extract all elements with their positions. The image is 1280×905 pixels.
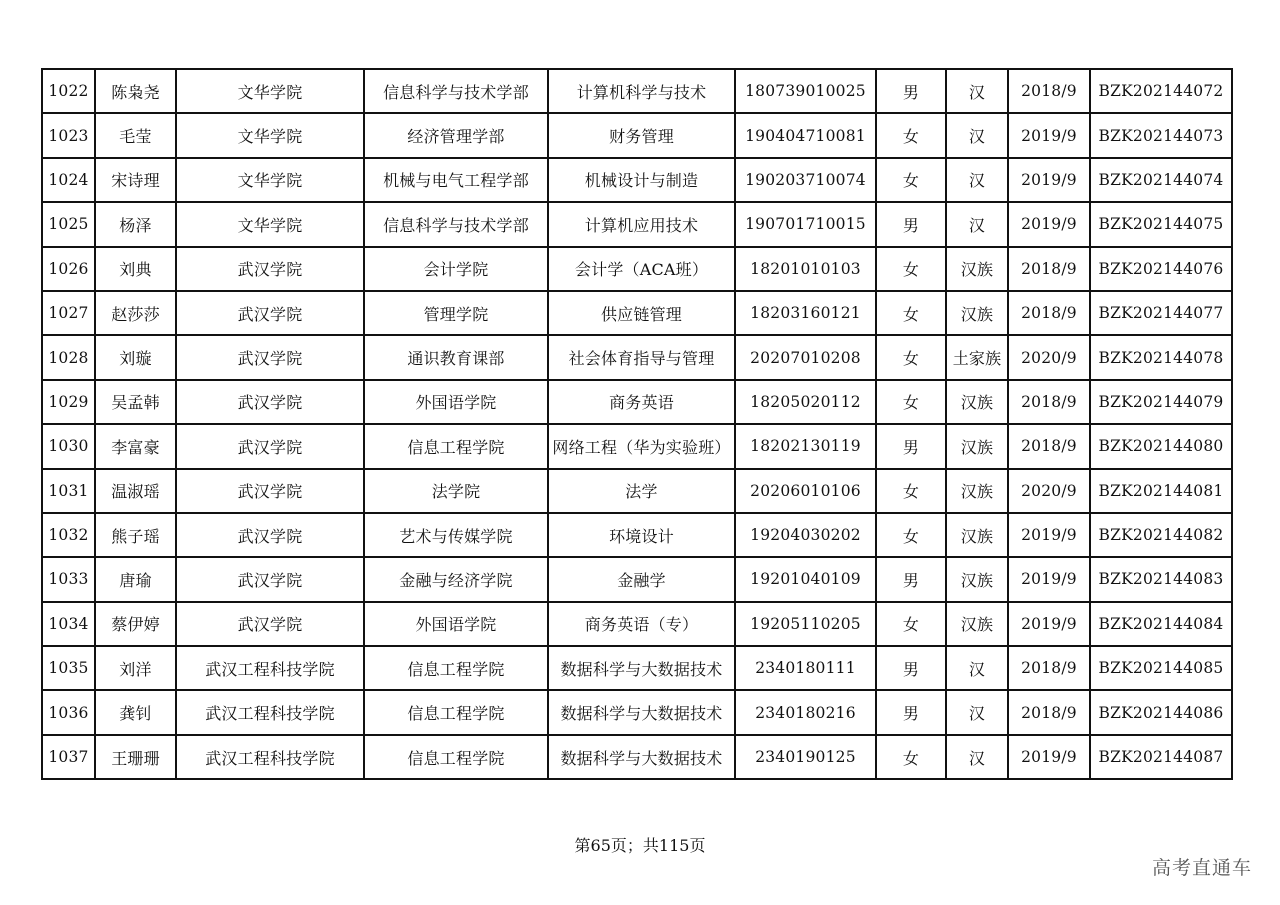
cell-school: 武汉工程科技学院 [176, 690, 364, 734]
watermark-text: 高考直通车 [1151, 857, 1252, 879]
cell-certificate-number: BZK202144085 [1090, 646, 1232, 690]
cell-major: 商务英语（专） [548, 602, 735, 646]
student-roster-table [41, 68, 1233, 780]
cell-row-number: 1037 [42, 735, 95, 779]
cell-enrollment-date: 2018/9 [1008, 247, 1090, 291]
cell-gender: 男 [876, 69, 946, 113]
cell-student-id: 2340190125 [735, 735, 876, 779]
cell-major: 数据科学与大数据技术 [548, 646, 735, 690]
cell-student-id: 20207010208 [735, 335, 876, 379]
cell-department: 信息科学与技术学部 [364, 69, 548, 113]
cell-certificate-number: BZK202144078 [1090, 335, 1232, 379]
cell-enrollment-date: 2020/9 [1008, 469, 1090, 513]
cell-student-name: 赵莎莎 [95, 291, 176, 335]
cell-department: 会计学院 [364, 247, 548, 291]
cell-ethnicity: 汉 [946, 690, 1008, 734]
cell-gender: 男 [876, 646, 946, 690]
cell-student-id: 19204030202 [735, 513, 876, 557]
cell-major: 法学 [548, 469, 735, 513]
cell-department: 信息工程学院 [364, 424, 548, 468]
cell-student-id: 18201010103 [735, 247, 876, 291]
cell-certificate-number: BZK202144072 [1090, 69, 1232, 113]
cell-major: 金融学 [548, 557, 735, 601]
cell-row-number: 1022 [42, 69, 95, 113]
cell-student-name: 刘洋 [95, 646, 176, 690]
cell-school: 文华学院 [176, 113, 364, 157]
cell-department: 艺术与传媒学院 [364, 513, 548, 557]
cell-certificate-number: BZK202144073 [1090, 113, 1232, 157]
cell-certificate-number: BZK202144077 [1090, 291, 1232, 335]
cell-enrollment-date: 2018/9 [1008, 380, 1090, 424]
cell-major: 网络工程（华为实验班） [548, 424, 735, 468]
cell-student-name: 陈枭尧 [95, 69, 176, 113]
cell-gender: 女 [876, 380, 946, 424]
cell-certificate-number: BZK202144084 [1090, 602, 1232, 646]
cell-certificate-number: BZK202144082 [1090, 513, 1232, 557]
cell-department: 法学院 [364, 469, 548, 513]
table-row [42, 335, 1232, 379]
cell-gender: 女 [876, 602, 946, 646]
cell-student-id: 18203160121 [735, 291, 876, 335]
table-row [42, 646, 1232, 690]
cell-enrollment-date: 2019/9 [1008, 202, 1090, 246]
cell-department: 管理学院 [364, 291, 548, 335]
cell-student-name: 刘璇 [95, 335, 176, 379]
cell-row-number: 1029 [42, 380, 95, 424]
cell-student-name: 王珊珊 [95, 735, 176, 779]
cell-department: 通识教育课部 [364, 335, 548, 379]
cell-ethnicity: 汉 [946, 158, 1008, 202]
cell-school: 文华学院 [176, 202, 364, 246]
cell-gender: 女 [876, 735, 946, 779]
cell-enrollment-date: 2019/9 [1008, 513, 1090, 557]
cell-row-number: 1026 [42, 247, 95, 291]
table-body [42, 69, 1232, 779]
table-row [42, 557, 1232, 601]
cell-certificate-number: BZK202144086 [1090, 690, 1232, 734]
cell-department: 外国语学院 [364, 602, 548, 646]
cell-school: 武汉工程科技学院 [176, 646, 364, 690]
cell-department: 信息工程学院 [364, 735, 548, 779]
cell-ethnicity: 汉族 [946, 291, 1008, 335]
cell-department: 信息工程学院 [364, 646, 548, 690]
cell-ethnicity: 土家族 [946, 335, 1008, 379]
cell-major: 社会体育指导与管理 [548, 335, 735, 379]
table-row [42, 735, 1232, 779]
cell-student-id: 19201040109 [735, 557, 876, 601]
table-row [42, 513, 1232, 557]
cell-major: 数据科学与大数据技术 [548, 690, 735, 734]
table-row [42, 602, 1232, 646]
cell-school: 文华学院 [176, 158, 364, 202]
cell-gender: 男 [876, 557, 946, 601]
cell-school: 武汉学院 [176, 380, 364, 424]
cell-ethnicity: 汉 [946, 202, 1008, 246]
cell-certificate-number: BZK202144079 [1090, 380, 1232, 424]
cell-gender: 男 [876, 690, 946, 734]
cell-row-number: 1031 [42, 469, 95, 513]
cell-school: 武汉学院 [176, 602, 364, 646]
cell-certificate-number: BZK202144083 [1090, 557, 1232, 601]
cell-enrollment-date: 2020/9 [1008, 335, 1090, 379]
cell-student-name: 吴孟韩 [95, 380, 176, 424]
cell-major: 计算机应用技术 [548, 202, 735, 246]
page-number: 第65页；共115页 [574, 836, 706, 855]
cell-student-id: 2340180216 [735, 690, 876, 734]
cell-certificate-number: BZK202144087 [1090, 735, 1232, 779]
table-row [42, 291, 1232, 335]
cell-student-id: 2340180111 [735, 646, 876, 690]
cell-gender: 女 [876, 158, 946, 202]
cell-certificate-number: BZK202144074 [1090, 158, 1232, 202]
cell-department: 信息工程学院 [364, 690, 548, 734]
cell-major: 供应链管理 [548, 291, 735, 335]
cell-ethnicity: 汉 [946, 69, 1008, 113]
cell-enrollment-date: 2019/9 [1008, 158, 1090, 202]
cell-row-number: 1033 [42, 557, 95, 601]
cell-row-number: 1028 [42, 335, 95, 379]
table-row [42, 202, 1232, 246]
cell-gender: 男 [876, 202, 946, 246]
cell-row-number: 1036 [42, 690, 95, 734]
cell-ethnicity: 汉族 [946, 424, 1008, 468]
cell-department: 经济管理学部 [364, 113, 548, 157]
cell-enrollment-date: 2018/9 [1008, 646, 1090, 690]
cell-gender: 女 [876, 113, 946, 157]
cell-enrollment-date: 2018/9 [1008, 690, 1090, 734]
cell-row-number: 1032 [42, 513, 95, 557]
cell-ethnicity: 汉 [946, 113, 1008, 157]
cell-student-name: 唐瑜 [95, 557, 176, 601]
cell-school: 文华学院 [176, 69, 364, 113]
cell-ethnicity: 汉族 [946, 513, 1008, 557]
cell-student-id: 19205110205 [735, 602, 876, 646]
cell-row-number: 1024 [42, 158, 95, 202]
cell-ethnicity: 汉族 [946, 469, 1008, 513]
cell-gender: 男 [876, 424, 946, 468]
cell-school: 武汉学院 [176, 335, 364, 379]
cell-gender: 女 [876, 291, 946, 335]
cell-student-id: 190701710015 [735, 202, 876, 246]
cell-certificate-number: BZK202144080 [1090, 424, 1232, 468]
cell-student-name: 毛莹 [95, 113, 176, 157]
cell-student-id: 190404710081 [735, 113, 876, 157]
cell-student-id: 18202130119 [735, 424, 876, 468]
cell-gender: 女 [876, 335, 946, 379]
cell-student-name: 宋诗理 [95, 158, 176, 202]
cell-major: 环境设计 [548, 513, 735, 557]
table-row [42, 158, 1232, 202]
cell-certificate-number: BZK202144076 [1090, 247, 1232, 291]
table-row [42, 469, 1232, 513]
cell-major: 会计学（ACA班） [548, 247, 735, 291]
cell-school: 武汉学院 [176, 513, 364, 557]
cell-department: 金融与经济学院 [364, 557, 548, 601]
cell-ethnicity: 汉族 [946, 602, 1008, 646]
cell-student-id: 18205020112 [735, 380, 876, 424]
cell-student-name: 杨泽 [95, 202, 176, 246]
cell-row-number: 1025 [42, 202, 95, 246]
cell-row-number: 1030 [42, 424, 95, 468]
cell-enrollment-date: 2018/9 [1008, 69, 1090, 113]
cell-row-number: 1023 [42, 113, 95, 157]
cell-major: 财务管理 [548, 113, 735, 157]
table-row [42, 113, 1232, 157]
cell-school: 武汉学院 [176, 557, 364, 601]
cell-enrollment-date: 2019/9 [1008, 735, 1090, 779]
cell-student-name: 蔡伊婷 [95, 602, 176, 646]
cell-enrollment-date: 2018/9 [1008, 424, 1090, 468]
cell-student-name: 李富豪 [95, 424, 176, 468]
table-row [42, 424, 1232, 468]
cell-enrollment-date: 2019/9 [1008, 113, 1090, 157]
cell-student-name: 熊子瑶 [95, 513, 176, 557]
cell-gender: 女 [876, 469, 946, 513]
cell-ethnicity: 汉族 [946, 380, 1008, 424]
cell-ethnicity: 汉 [946, 646, 1008, 690]
cell-gender: 女 [876, 247, 946, 291]
table-row [42, 690, 1232, 734]
cell-department: 机械与电气工程学部 [364, 158, 548, 202]
cell-student-id: 20206010106 [735, 469, 876, 513]
cell-ethnicity: 汉族 [946, 247, 1008, 291]
cell-major: 计算机科学与技术 [548, 69, 735, 113]
cell-ethnicity: 汉 [946, 735, 1008, 779]
cell-student-name: 龚钊 [95, 690, 176, 734]
cell-major: 商务英语 [548, 380, 735, 424]
cell-student-id: 190203710074 [735, 158, 876, 202]
cell-school: 武汉工程科技学院 [176, 735, 364, 779]
cell-row-number: 1027 [42, 291, 95, 335]
cell-certificate-number: BZK202144075 [1090, 202, 1232, 246]
cell-enrollment-date: 2019/9 [1008, 602, 1090, 646]
cell-department: 外国语学院 [364, 380, 548, 424]
cell-row-number: 1034 [42, 602, 95, 646]
cell-enrollment-date: 2019/9 [1008, 557, 1090, 601]
cell-school: 武汉学院 [176, 291, 364, 335]
cell-student-id: 180739010025 [735, 69, 876, 113]
cell-ethnicity: 汉族 [946, 557, 1008, 601]
cell-major: 机械设计与制造 [548, 158, 735, 202]
cell-school: 武汉学院 [176, 469, 364, 513]
cell-row-number: 1035 [42, 646, 95, 690]
table-row [42, 380, 1232, 424]
cell-major: 数据科学与大数据技术 [548, 735, 735, 779]
cell-certificate-number: BZK202144081 [1090, 469, 1232, 513]
cell-school: 武汉学院 [176, 247, 364, 291]
cell-school: 武汉学院 [176, 424, 364, 468]
cell-student-name: 温淑瑶 [95, 469, 176, 513]
cell-enrollment-date: 2018/9 [1008, 291, 1090, 335]
cell-department: 信息科学与技术学部 [364, 202, 548, 246]
table-row [42, 247, 1232, 291]
cell-gender: 女 [876, 513, 946, 557]
table-row [42, 69, 1232, 113]
cell-student-name: 刘典 [95, 247, 176, 291]
